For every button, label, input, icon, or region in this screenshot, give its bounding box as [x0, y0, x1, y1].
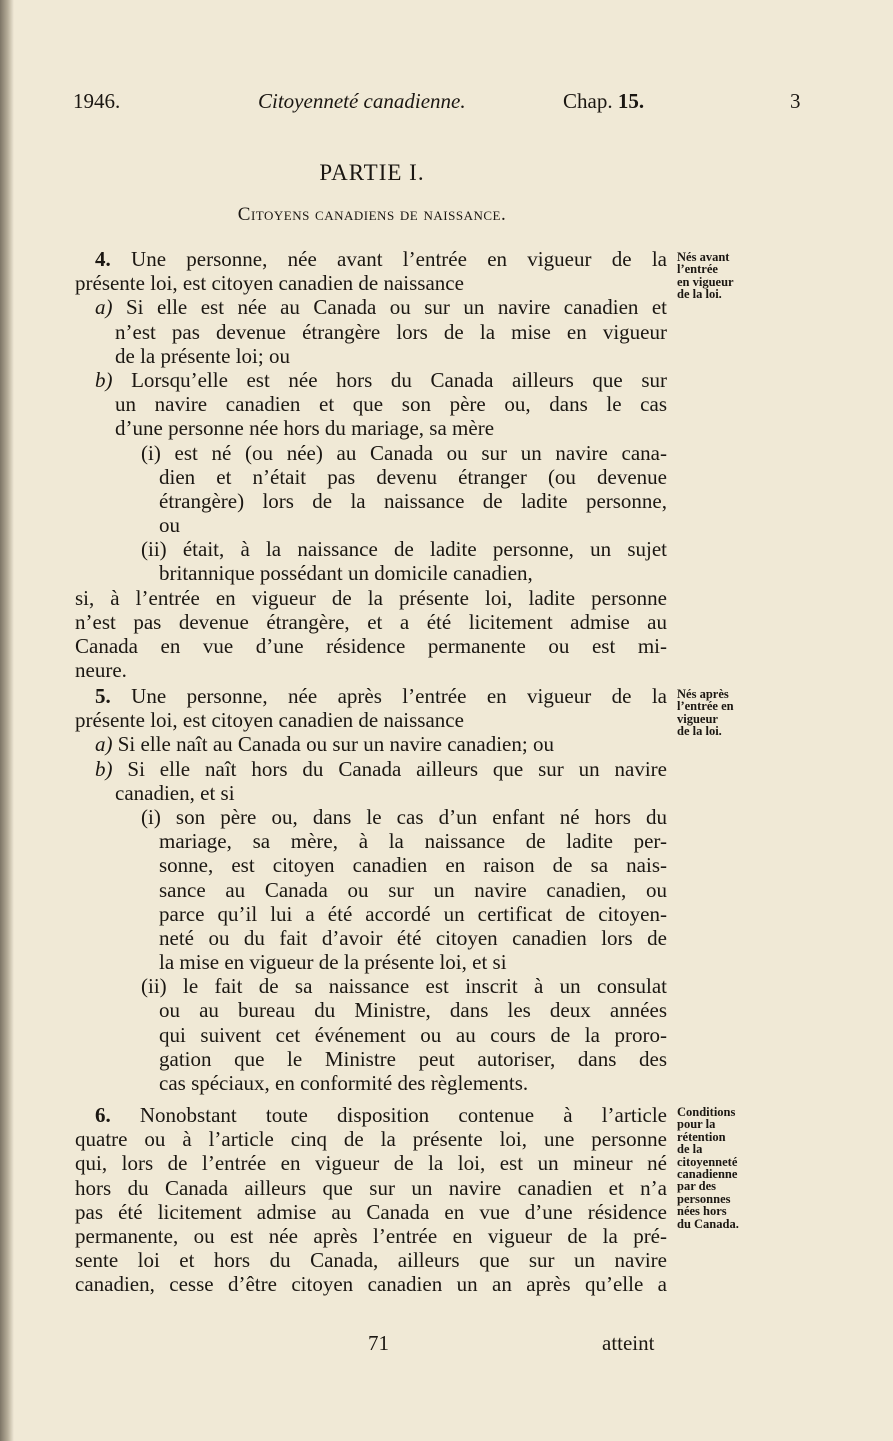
section-4-line: présente loi, est citoyen canadien de naissance — [75, 271, 464, 296]
header-chapter — [563, 86, 644, 116]
section-6-line: canadien, cesse d’être citoyen canadien un an après qu’elle a — [75, 1272, 667, 1297]
section-4-line: dien et n’était pas devenu étranger (ou devenue — [159, 464, 667, 489]
footer-catchword: atteint — [602, 1331, 655, 1355]
part-title: PARTIE I. — [319, 160, 425, 185]
section-4-line: n’est pas devenue étrangère, et a été licitement admise au — [75, 609, 667, 634]
section-number: 6. — [95, 1103, 111, 1127]
paragraph-letter: a) — [95, 295, 113, 320]
section-number: 5. — [95, 684, 111, 708]
section-4-line: b) Lorsqu’elle est née hors du Canada ailleurs que sur — [95, 367, 667, 392]
section-5-line: parce qu’il lui a été accordé un certificat de citoyen- — [159, 901, 667, 926]
section-4-line: si, à l’entrée en vigueur de la présente loi, ladite personne — [75, 585, 667, 610]
section-5-line: présente loi, est citoyen canadien de naissance — [75, 708, 464, 733]
section-6-line: permanente, ou est née après l’entrée en vigueur de la pré- — [75, 1223, 667, 1248]
section-5-line: b) Si elle naît hors du Canada ailleurs que sur un navire — [95, 756, 667, 781]
header-title: Citoyenneté canadienne. — [258, 89, 466, 113]
section-number: 4. — [95, 247, 111, 271]
footer-page-number: 71 — [368, 1331, 389, 1355]
section-4-line: de la présente loi; ou — [115, 343, 290, 368]
paragraph-letter: b) — [95, 756, 113, 781]
section-4-line: 4. Une personne, née avant l’entrée en vigueur de la — [95, 247, 667, 271]
section-4-line: ou — [159, 513, 180, 538]
marginal-note-section-5: Nés après l’entrée en vigueur de la loi. — [677, 687, 734, 739]
section-4-line: a) Si elle est née au Canada ou sur un navire canadien et — [95, 295, 667, 320]
section-5-line: 5. Une personne, née après l’entrée en vigueur de la — [95, 684, 667, 708]
section-4-line: un navire canadien et que son père ou, dans le cas — [115, 392, 667, 417]
marginal-note-section-4: Nés avant l’entrée en vigueur de la loi. — [677, 250, 734, 302]
section-6-line: pas été licitement admise au Canada en vue d’une résidence — [75, 1199, 667, 1224]
section-5-line: la mise en vigueur de la présente loi, et si — [159, 950, 507, 975]
header-page-number: 3 — [790, 89, 801, 113]
header-chapter-label: Chap. — [563, 89, 613, 113]
section-5-line: (i) son père ou, dans le cas d’un enfant né hors du — [141, 804, 667, 829]
section-5-line: ou au bureau du Ministre, dans les deux années — [159, 998, 667, 1023]
section-5-line: qui suivent cet événement ou au cours de la proro- — [159, 1022, 667, 1047]
section-5-line: a) Si elle naît au Canada ou sur un navire canadien; ou — [95, 732, 554, 757]
section-6-line: hors du Canada ailleurs que sur un navire canadien et n’a — [75, 1175, 667, 1200]
section-5-line: neté ou du fait d’avoir été citoyen canadien lors de — [159, 925, 667, 950]
section-4-line: britannique possédant un domicile canadien, — [159, 561, 533, 586]
section-4-line: neure. — [75, 658, 127, 683]
section-5-line: sonne, est citoyen canadien en raison de sa nais- — [159, 853, 667, 878]
section-5-line: sance au Canada ou sur un navire canadien, ou — [159, 877, 667, 902]
section-4-line: (ii) était, à la naissance de ladite personne, un sujet — [141, 537, 667, 562]
section-5-line: mariage, sa mère, à la naissance de ladite per- — [159, 829, 667, 854]
paragraph-letter: a) — [95, 732, 113, 757]
marginal-note-section-6: Conditions pour la rétention de la citoyenneté canadienne par des personnes nées hors du Canada. — [677, 1105, 739, 1231]
header-year: 1946. — [73, 89, 121, 113]
section-4 — [75, 247, 667, 682]
subheading: Citoyens canadiens de naissance. — [237, 204, 507, 225]
section-4-line: étrangère) lors de la naissance de ladite personne, — [159, 488, 667, 513]
paragraph-letter: b) — [95, 367, 113, 392]
section-4-line: Canada en vue d’une résidence permanente ou est mi- — [75, 634, 667, 658]
section-6-line: sente loi et hors du Canada, ailleurs que sur un navire — [75, 1248, 667, 1273]
section-6 — [75, 1103, 667, 1297]
section-4-line: n’est pas devenue étrangère lors de la mise en vigueur — [115, 319, 667, 344]
section-5-line: canadien, et si — [115, 780, 235, 805]
section-6-line: 6. Nonobstant toute disposition contenue à l’article — [95, 1103, 667, 1127]
section-5-line: cas spéciaux, en conformité des règlements. — [159, 1071, 529, 1095]
header-chapter-number: 15. — [617, 89, 645, 113]
section-5 — [75, 684, 667, 1095]
section-5-line: gation que le Ministre peut autoriser, dans des — [159, 1046, 667, 1071]
section-4-line: d’une personne née hors du mariage, sa mère — [115, 416, 495, 441]
section-5-line: (ii) le fait de sa naissance est inscrit à un consulat — [141, 974, 667, 999]
section-4-line: (i) est né (ou née) au Canada ou sur un navire cana- — [141, 440, 667, 465]
section-6-line: quatre ou à l’article cinq de la présente loi, une personne — [75, 1127, 667, 1152]
section-6-line: qui, lors de l’entrée en vigueur de la loi, est un mineur né — [75, 1151, 667, 1176]
